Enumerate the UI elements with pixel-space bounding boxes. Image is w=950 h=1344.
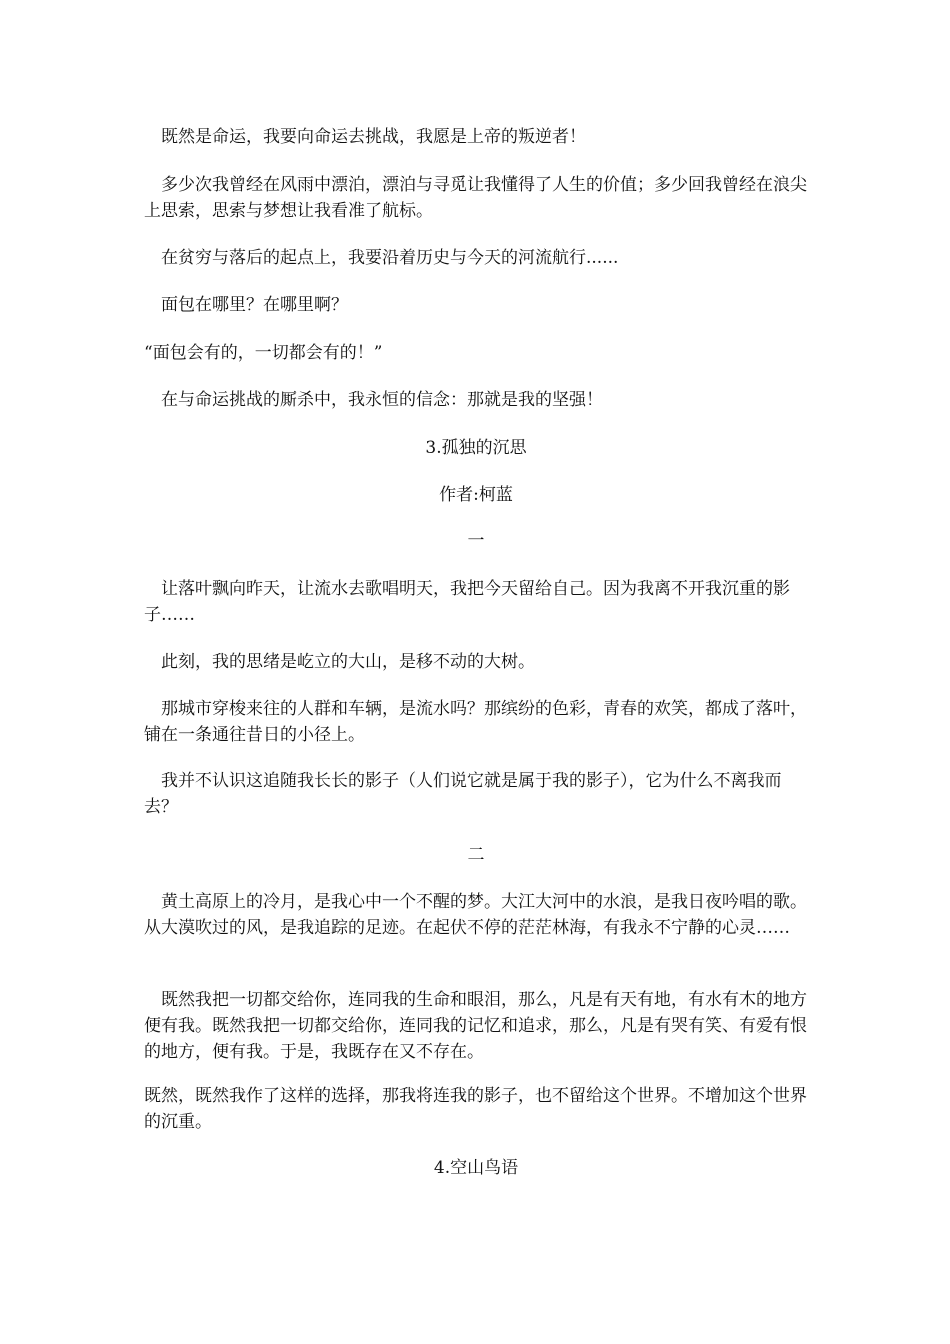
quote-paragraph: “面包会有的，一切都会有的！” bbox=[144, 343, 383, 363]
paragraph: 既然，既然我作了这样的选择，那我将连我的影子，也不留给这个世界。不增加这个世界的沉重。 bbox=[144, 1086, 807, 1132]
paragraph: 在贫穷与落后的起点上，我要沿着历史与今天的河流航行...... bbox=[144, 248, 619, 268]
author-line: 作者:柯蓝 bbox=[439, 485, 513, 505]
paragraph: 我并不认识这追随我长长的影子（人们说它就是属于我的影子），它为什么不离我而去？ bbox=[144, 771, 782, 817]
paragraph: 面包在哪里？在哪里啊？ bbox=[144, 295, 348, 315]
paragraph: 让落叶飘向昨天，让流水去歌唱明天，我把今天留给自己。因为我离不开我沉重的影子…… bbox=[144, 579, 790, 625]
paragraph: 多少次我曾经在风雨中漂泊，漂泊与寻觅让我懂得了人生的价值；多少回我曾经在浪尖上思索，思索与梦想让我看准了航标。 bbox=[144, 175, 807, 221]
paragraph: 既然是命运，我要向命运去挑战，我愿是上帝的叛逆者！ bbox=[144, 127, 586, 147]
section-title: 4.空山鸟语 bbox=[433, 1158, 519, 1178]
part-heading: 一 bbox=[467, 531, 485, 551]
section-title: 3.孤独的沉思 bbox=[425, 438, 527, 458]
paragraph: 既然我把一切都交给你，连同我的生命和眼泪，那么，凡是有天有地，有水有木的地方便有我。既然我把一切都交给你，连同我的记忆和追求，那么，凡是有哭有笑、有爱有恨的地方，便有我。于是，我既存在又不存在。 bbox=[144, 990, 807, 1062]
paragraph: 此刻，我的思绪是屹立的大山，是移不动的大树。 bbox=[144, 652, 535, 672]
paragraph: 那城市穿梭来往的人群和车辆，是流水吗？那缤纷的色彩，青春的欢笑，都成了落叶，铺在一条通往昔日的小径上。 bbox=[144, 699, 807, 745]
part-heading: 二 bbox=[467, 845, 485, 865]
paragraph: 在与命运挑战的厮杀中，我永恒的信念：那就是我的坚强！ bbox=[144, 390, 603, 410]
paragraph: 黄土高原上的冷月，是我心中一个不醒的梦。大江大河中的水浪，是我日夜吟唱的歌。从大漠吹过的风，是我追踪的足迹。在起伏不停的茫茫林海，有我永不宁静的心灵…… bbox=[144, 892, 807, 938]
